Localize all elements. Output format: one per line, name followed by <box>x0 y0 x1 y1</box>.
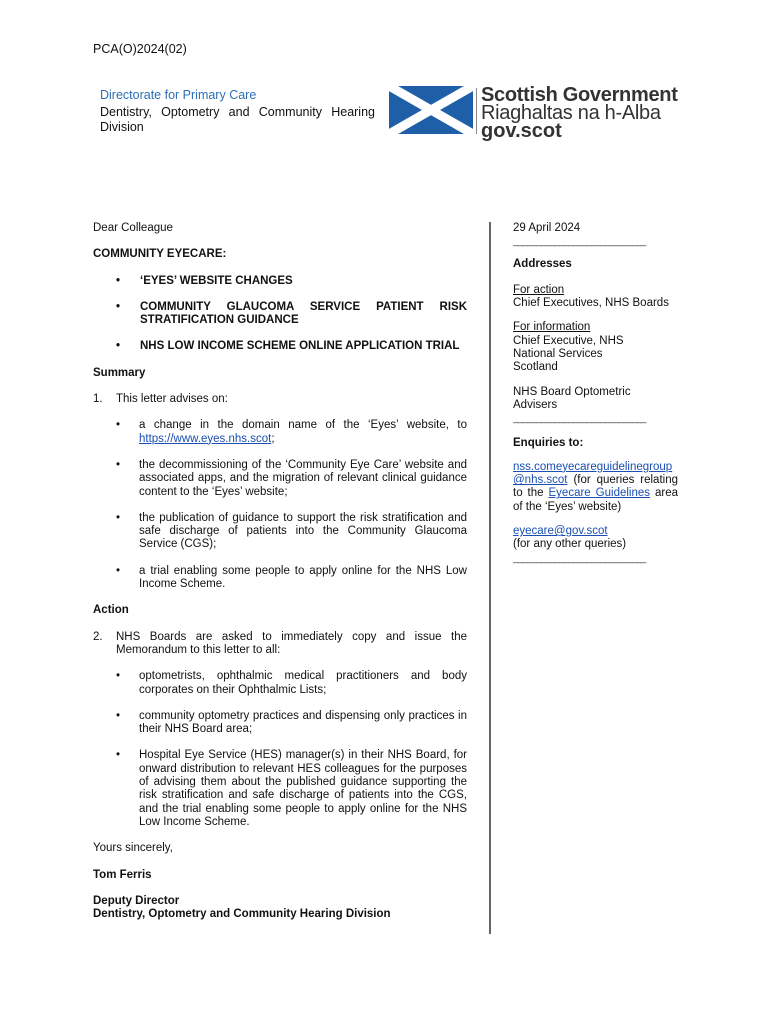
eyecare-email-link[interactable]: eyecare@gov.scot <box>513 525 608 538</box>
guideline-group-email-link[interactable]: nss.comeyecareguidelinegroup <box>513 460 673 473</box>
document-reference: PCA(O)2024(02) <box>93 42 187 56</box>
list-item: • optometrists, ophthalmic medical practitioners and body corporates on their Ophthalmic Lists; <box>116 670 467 696</box>
list-item: • a trial enabling some people to apply online for the NHS Low Income Scheme. <box>116 564 467 591</box>
division-name: Dentistry, Optometry and Community Hearing Division <box>100 105 375 135</box>
sidebar <box>513 222 678 565</box>
signatory-role: Deputy Director <box>93 894 180 907</box>
directorate-title: Directorate for Primary Care <box>100 88 257 102</box>
eyecare-guidelines-link[interactable]: Eyecare Guidelines <box>548 487 651 500</box>
separator: _____________________________ <box>513 552 646 564</box>
topic-item: • COMMUNITY GLAUCOMA SERVICE PATIENT RISK STRATIFICATION GUIDANCE <box>116 300 467 327</box>
list-item: • Hospital Eye Service (HES) manager(s) in their NHS Board, for onward distribution to relevant HES colleagues for the purposes of advising them about the published guidance supporting the risk stratification and safe discharge of patients into the CGS, and the trial enabling some people to apply online for the NHS Low Income Scheme. <box>116 749 467 828</box>
saltire-flag-icon <box>389 86 473 134</box>
list-item: • the decommissioning of the ‘Community Eye Care’ website and associated apps, and the migration of relevant clinical guidance content to the ‘Eyes’ website; <box>116 458 467 498</box>
optometric-advisers: NHS Board Optometric Advisers <box>513 385 631 411</box>
column-divider <box>489 222 491 934</box>
list-item: • a change in the domain name of the ‘Eyes’ website, to https://www.eyes.nhs.scot; <box>116 419 467 445</box>
for-information-recipients: Chief Executive, NHS National Services Scotland <box>513 334 624 374</box>
topic-item: • NHS LOW INCOME SCHEME ONLINE APPLICATION TRIAL <box>116 340 460 353</box>
logo-line-web: gov.scot <box>481 120 562 142</box>
signatory-name: Tom Ferris <box>93 868 152 881</box>
list-item: • community optometry practices and dispensing only practices in their NHS Board area; <box>116 709 467 736</box>
for-information-label: For information <box>513 321 591 334</box>
list-item: • the publication of guidance to support the risk stratification and safe discharge of patients into the Community Glaucoma Service (CGS); <box>116 511 467 551</box>
numbered-paragraph: 1. This letter advises on: <box>93 393 228 406</box>
separator: _____________________________ <box>513 236 646 248</box>
guideline-group-email-link-domain[interactable]: @nhs.scot <box>513 474 568 487</box>
numbered-paragraph: 2. NHS Boards are asked to immediately copy and issue the Memorandum to this letter to all: <box>93 630 467 656</box>
for-action-recipients: Chief Executives, NHS Boards <box>513 297 669 310</box>
letter-subject: COMMUNITY EYECARE: <box>93 248 227 261</box>
topic-item: • ‘EYES’ WEBSITE CHANGES <box>116 274 293 287</box>
enquiries-heading: Enquiries to: <box>513 436 584 449</box>
letter-date: 29 April 2024 <box>513 222 581 234</box>
letter-body <box>93 222 467 921</box>
enquiry-item: nss.comeyecareguidelinegroup @nhs.scot (for queries relating to the Eyecare Guidelines area of the ‘Eyes’ website) <box>513 460 678 513</box>
separator: _____________________________ <box>513 413 646 425</box>
action-heading: Action <box>93 604 129 617</box>
signoff: Yours sincerely, <box>93 842 173 855</box>
enquiry-item: eyecare@gov.scot (for any other queries) <box>513 525 627 551</box>
logo-divider <box>476 88 477 134</box>
scottish-government-logo <box>389 84 681 142</box>
greeting: Dear Colleague <box>93 222 173 234</box>
for-action-label: For action <box>513 283 565 296</box>
summary-heading: Summary <box>93 366 146 379</box>
eyes-website-link[interactable]: https://www.eyes.nhs.scot <box>139 432 272 445</box>
logo-line-gaelic: Riaghaltas na h-Alba <box>481 102 661 124</box>
signatory-division: Dentistry, Optometry and Community Hearing Division <box>93 908 391 921</box>
logo-line-english: Scottish Government <box>481 84 678 106</box>
directorate-block <box>100 89 375 135</box>
addresses-heading: Addresses <box>513 257 572 270</box>
